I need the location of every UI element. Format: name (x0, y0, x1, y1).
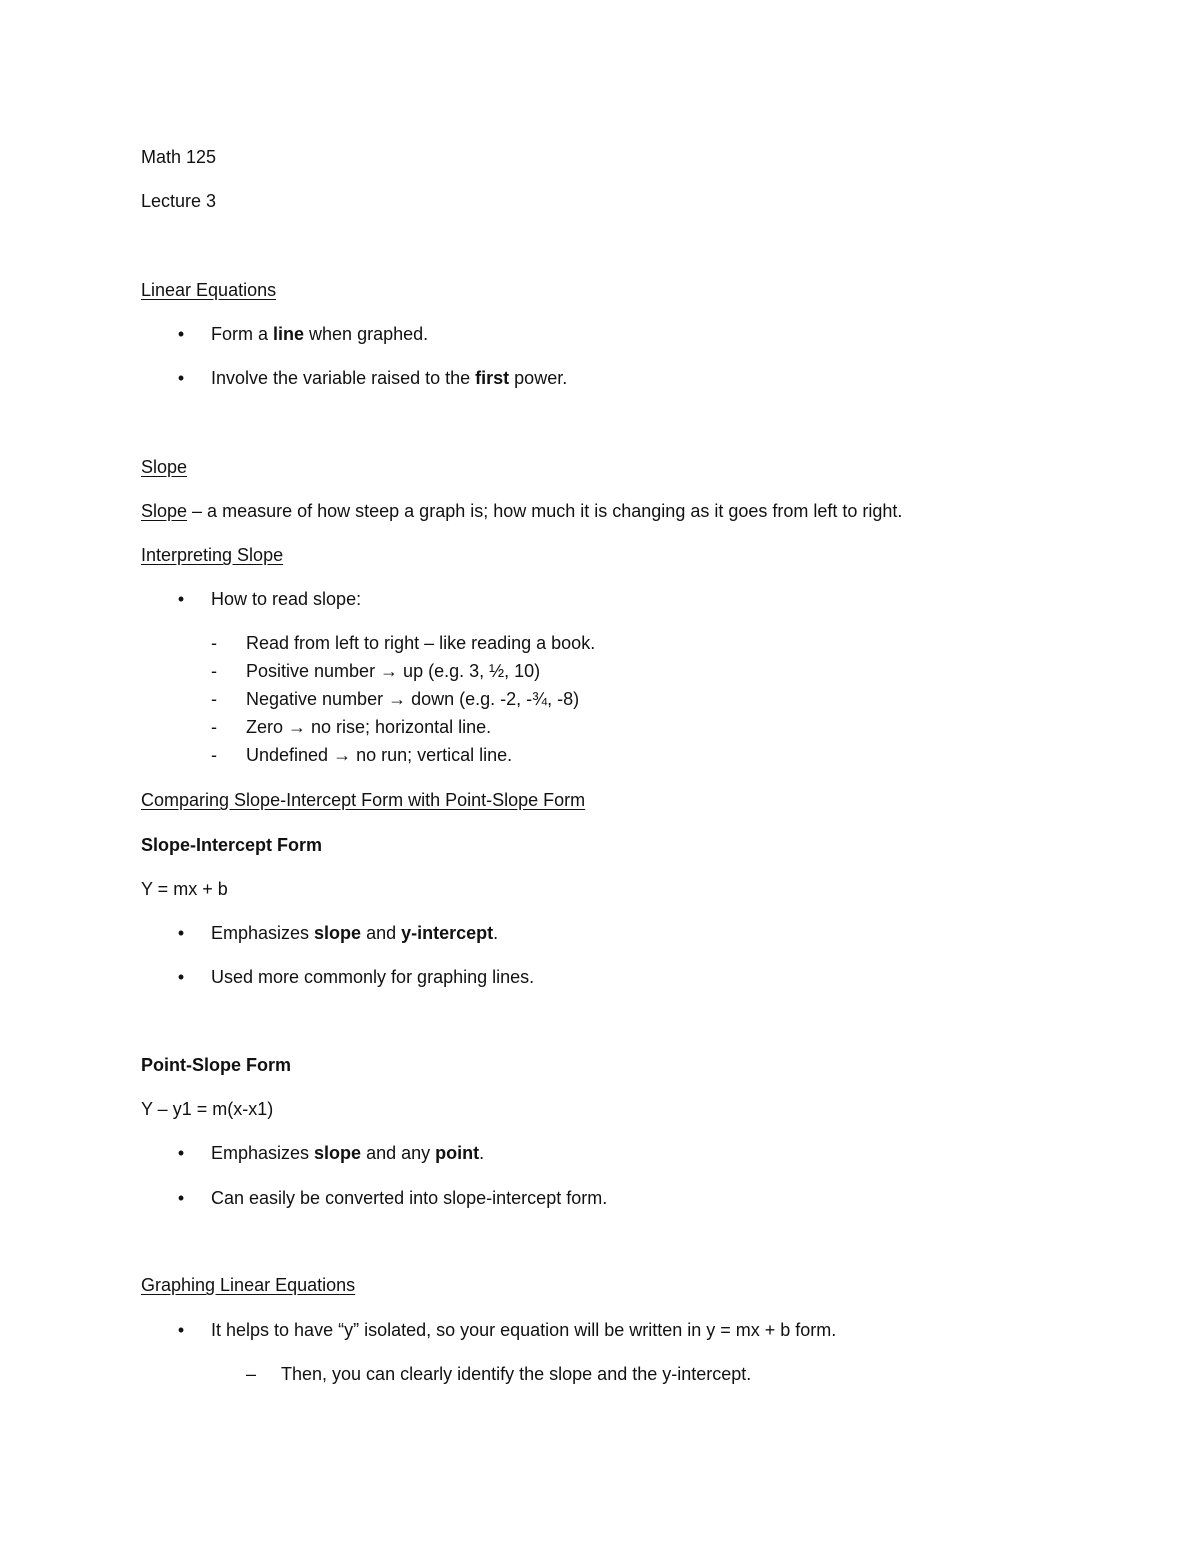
definition-term: Slope (141, 501, 188, 521)
bullet-text: How to read slope: (211, 589, 362, 609)
point-slope-equation: Y – y1 = m(x-x1) (141, 1099, 274, 1119)
bullet-text: It helps to have “y” isolated, so your equation will be written in y = mx + b form. (211, 1320, 837, 1340)
bullet-text: Emphasizes slope and y-intercept. (211, 923, 499, 943)
list-item: Undefined → no run; vertical line. (246, 745, 513, 765)
dash-marker: - (211, 633, 217, 653)
list-item: Zero → no rise; horizontal line. (246, 717, 492, 737)
section-heading-linear-equations: Linear Equations (141, 280, 277, 300)
lecture-number: Lecture 3 (141, 191, 217, 211)
bullet-icon: • (177, 1320, 185, 1340)
list-item: Negative number → down (e.g. -2, -¾, -8) (246, 689, 580, 709)
bullet-text: Used more commonly for graphing lines. (211, 967, 535, 987)
bullet-text: Involve the variable raised to the first power. (211, 368, 568, 388)
section-heading-comparing-forms: Comparing Slope-Intercept Form with Point-Slope Form (141, 790, 586, 810)
section-heading-graphing: Graphing Linear Equations (141, 1275, 356, 1295)
dash-marker: – (246, 1364, 257, 1384)
bullet-icon: • (177, 967, 185, 987)
bullet-text: Can easily be converted into slope-intercept form. (211, 1188, 608, 1208)
bullet-text: Emphasizes slope and any point. (211, 1143, 485, 1163)
section-heading-slope: Slope (141, 457, 188, 477)
dash-marker: - (211, 717, 217, 737)
bullet-icon: • (177, 923, 185, 943)
slope-intercept-equation: Y = mx + b (141, 879, 228, 899)
course-title: Math 125 (141, 147, 217, 167)
slope-intercept-title: Slope-Intercept Form (141, 835, 323, 855)
dash-marker: - (211, 689, 217, 709)
point-slope-title: Point-Slope Form (141, 1055, 291, 1075)
bullet-icon: • (177, 324, 185, 344)
dash-marker: - (211, 745, 217, 765)
bullet-icon: • (177, 1188, 185, 1208)
slope-definition: Slope – a measure of how steep a graph is; how much it is changing as it goes from left to right. (141, 501, 903, 521)
bullet-icon: • (177, 589, 185, 609)
bullet-icon: • (177, 1143, 185, 1163)
subheading-interpreting-slope: Interpreting Slope (141, 545, 284, 565)
list-item: Positive number → up (e.g. 3, ½, 10) (246, 661, 541, 681)
list-item: Read from left to right – like reading a book. (246, 633, 596, 653)
sub-item-text: Then, you can clearly identify the slope and the y-intercept. (281, 1364, 752, 1384)
bullet-icon: • (177, 368, 185, 388)
dash-marker: - (211, 661, 217, 681)
bullet-text: Form a line when graphed. (211, 324, 429, 344)
